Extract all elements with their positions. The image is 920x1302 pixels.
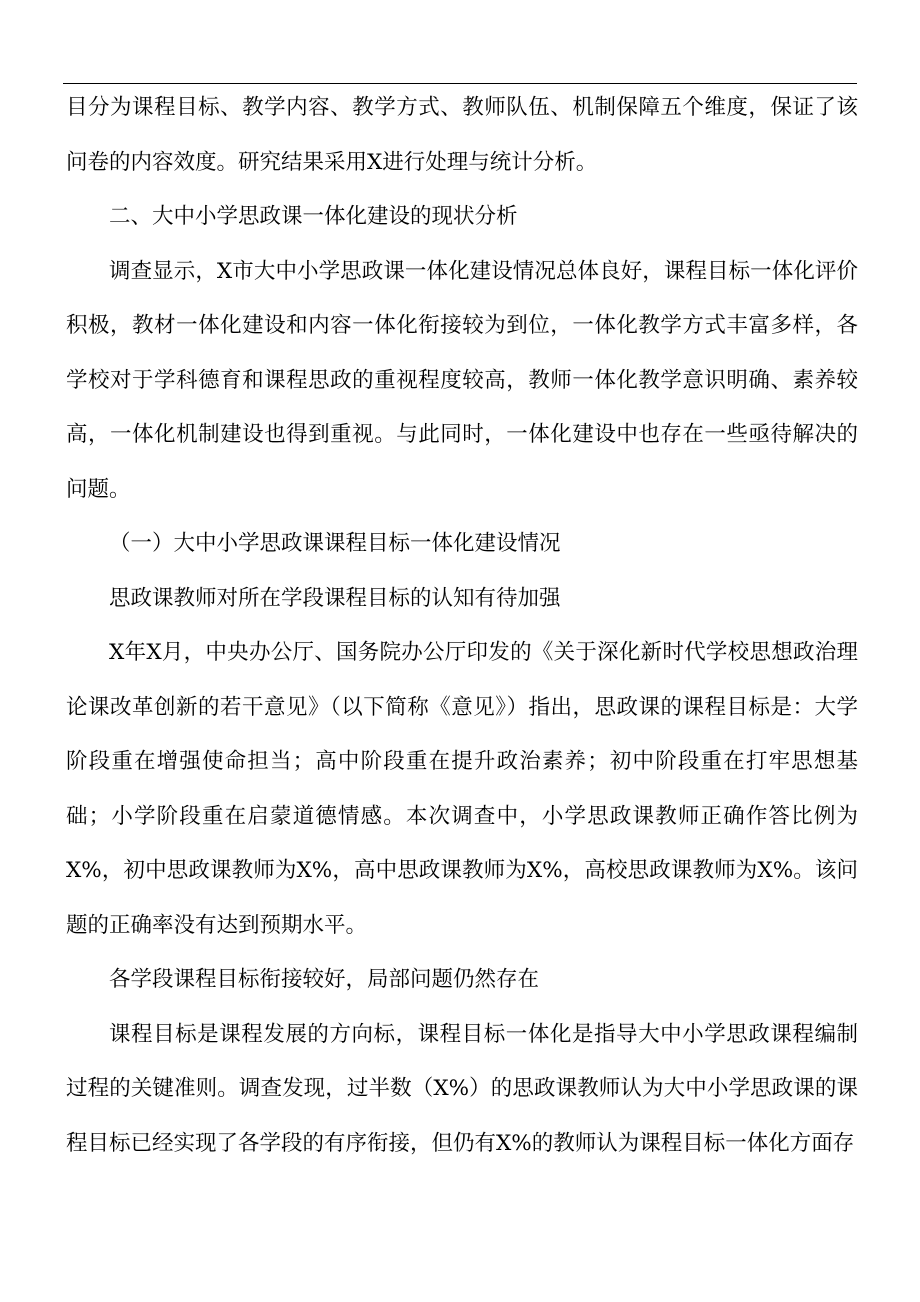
paragraph-continued: 目分为课程目标、教学内容、教学方式、教师队伍、机制保障五个维度，保证了该问卷的内容效度。研究结果采用X进行处理与统计分析。 [66,95,858,175]
subheading-teacher-awareness: 思政课教师对所在学段课程目标的认知有待加强 [109,585,561,611]
document-body [66,81,858,1171]
paragraph-goal-integration: 课程目标是课程发展的方向标，课程目标一体化是指导大中小学思政课程编制过程的关键准则。调查发现，过半数（X%）的思政课教师认为大中小学思政课的课程目标已经实现了各学段的有序衔接，但仍有X%的教师认为课程目标一体化方面存 [66,1021,858,1156]
section-heading: 二、大中小学思政课一体化建设的现状分析 [109,204,518,229]
paragraph-policy-goals: X年X月，中央办公厅、国务院办公厅印发的《关于深化新时代学校思想政治理论课改革创新的若干意见》（以下简称《意见》）指出，思政课的课程目标是：大学阶段重在增强使命担当；高中阶段重在提升政治素养；初中阶段重在打牢思想基础；小学阶段重在启蒙道德情感。本次调查中，小学思政课教师正确作答比例为X%，初中思政课教师为X%，高中思政课教师为X%，高校思政课教师为X%。该问题的正确率没有达到预期水平。 [66,640,858,938]
subheading-goal-connection: 各学段课程目标衔接较好，局部问题仍然存在 [109,967,540,992]
subsection-heading: （一）大中小学思政课课程目标一体化建设情况 [109,531,561,556]
paragraph-survey-summary: 调查显示，X市大中小学思政课一体化建设情况总体良好，课程目标一体化评价积极，教材一体化建设和内容一体化衔接较为到位，一体化教学方式丰富多样，各学校对于学科德育和课程思政的重视程度较高，教师一体化教学意识明确、素养较高，一体化机制建设也得到重视。与此同时，一体化建设中也存在一些亟待解决的问题。 [66,258,858,502]
